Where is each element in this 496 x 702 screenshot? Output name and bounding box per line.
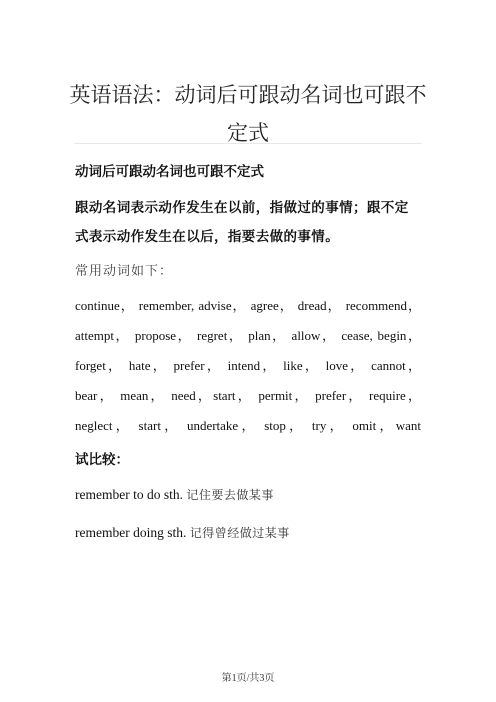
example-line	[75, 521, 421, 545]
example-chinese: 记住要去做某事	[186, 488, 274, 502]
verb-list-line: continue， remember, advise， agree， dread， recommend，	[75, 298, 421, 313]
title-divider	[74, 143, 422, 144]
section-heading: 动词后可跟动名词也可跟不定式	[75, 164, 264, 180]
common-verbs-label: 常用动词如下：	[75, 264, 174, 279]
compare-label: 试比较：	[75, 452, 129, 468]
verb-list-line: attempt， propose， regret， plan， allow， cease, begin，	[75, 328, 421, 343]
document-body	[75, 158, 421, 559]
verb-list-line: bear， mean， need，start， permit， prefer， require，	[75, 388, 421, 403]
verb-list	[75, 291, 421, 441]
example-english: remember doing sth.	[75, 525, 187, 540]
example-english: remember to do sth.	[75, 487, 183, 502]
example-chinese: 记得曾经做过某事	[189, 526, 290, 540]
verb-list-line: forget， hate， prefer， intend， like， love， cannot，	[75, 358, 421, 373]
page-title: 英语语法：动词后可跟动名词也可跟不定式	[69, 83, 427, 146]
page-footer: 第1页/共3页	[221, 673, 275, 684]
example-line	[75, 483, 421, 507]
verb-list-line: neglect， start， undertake， stop， try， omit，want	[75, 418, 421, 433]
explanation-paragraph: 跟动名词表示动作发生在以前，指做过的事情；跟不定式表示动作发生在以后，指要去做的事情。	[75, 200, 409, 245]
